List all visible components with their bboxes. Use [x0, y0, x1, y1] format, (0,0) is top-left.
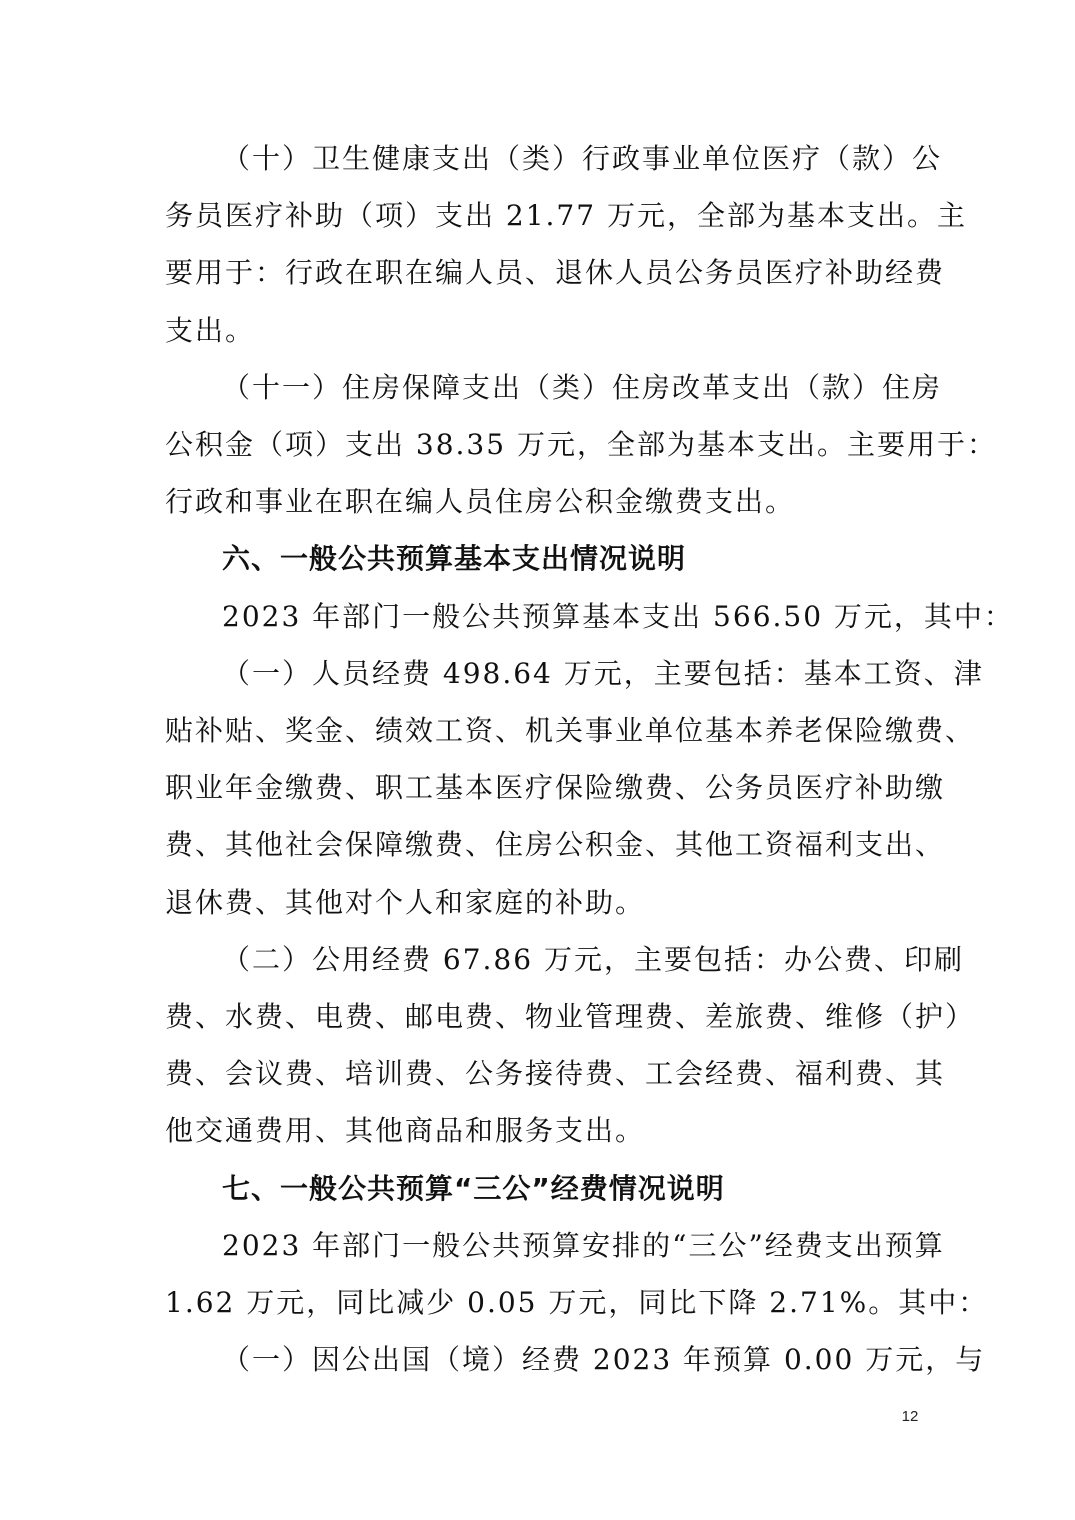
- paragraph-line: 职业年金缴费、职工基本医疗保险缴费、公务员医疗补助缴: [165, 771, 946, 804]
- paragraph-line: 要用于：行政在职在编人员、退休人员公务员医疗补助经费: [165, 256, 946, 289]
- paragraph-line: 贴补贴、奖金、绩效工资、机关事业单位基本养老保险缴费、: [165, 714, 976, 747]
- paragraph-line: （二）公用经费 67.86 万元，主要包括：办公费、印刷: [222, 943, 964, 976]
- paragraph-line: （一）因公出国（境）经费 2023 年预算 0.00 万元，与: [222, 1343, 986, 1376]
- section-heading: 七、一般公共预算“三公”经费情况说明: [222, 1172, 725, 1205]
- paragraph-line: 2023 年部门一般公共预算基本支出 566.50 万元，其中：: [222, 600, 1014, 633]
- paragraph-line: 他交通费用、其他商品和服务支出。: [165, 1114, 646, 1147]
- paragraph-line: 行政和事业在职在编人员住房公积金缴费支出。: [165, 485, 796, 518]
- paragraph-line: （十）卫生健康支出（类）行政事业单位医疗（款）公: [222, 142, 943, 175]
- paragraph-line: 费、会议费、培训费、公务接待费、工会经费、福利费、其: [165, 1057, 946, 1090]
- paragraph-line: 支出。: [165, 314, 256, 347]
- paragraph-line: 费、水费、电费、邮电费、物业管理费、差旅费、维修（护）: [165, 1000, 976, 1033]
- paragraph-line: 费、其他社会保障缴费、住房公积金、其他工资福利支出、: [165, 828, 946, 861]
- page-number: 12: [901, 1408, 919, 1425]
- paragraph-line: 退休费、其他对个人和家庭的补助。: [165, 886, 646, 919]
- section-heading: 六、一般公共预算基本支出情况说明: [222, 542, 687, 575]
- paragraph-line: 公积金（项）支出 38.35 万元，全部为基本支出。主要用于：: [165, 428, 997, 461]
- paragraph-line: （一）人员经费 498.64 万元，主要包括：基本工资、津: [222, 657, 984, 690]
- paragraph-line: （十一）住房保障支出（类）住房改革支出（款）住房: [222, 371, 943, 404]
- paragraph-line: 务员医疗补助（项）支出 21.77 万元，全部为基本支出。主: [165, 199, 967, 232]
- paragraph-line: 2023 年部门一般公共预算安排的“三公”经费支出预算: [222, 1229, 945, 1262]
- paragraph-line: 1.62 万元，同比减少 0.05 万元，同比下降 2.71%。其中：: [165, 1286, 989, 1319]
